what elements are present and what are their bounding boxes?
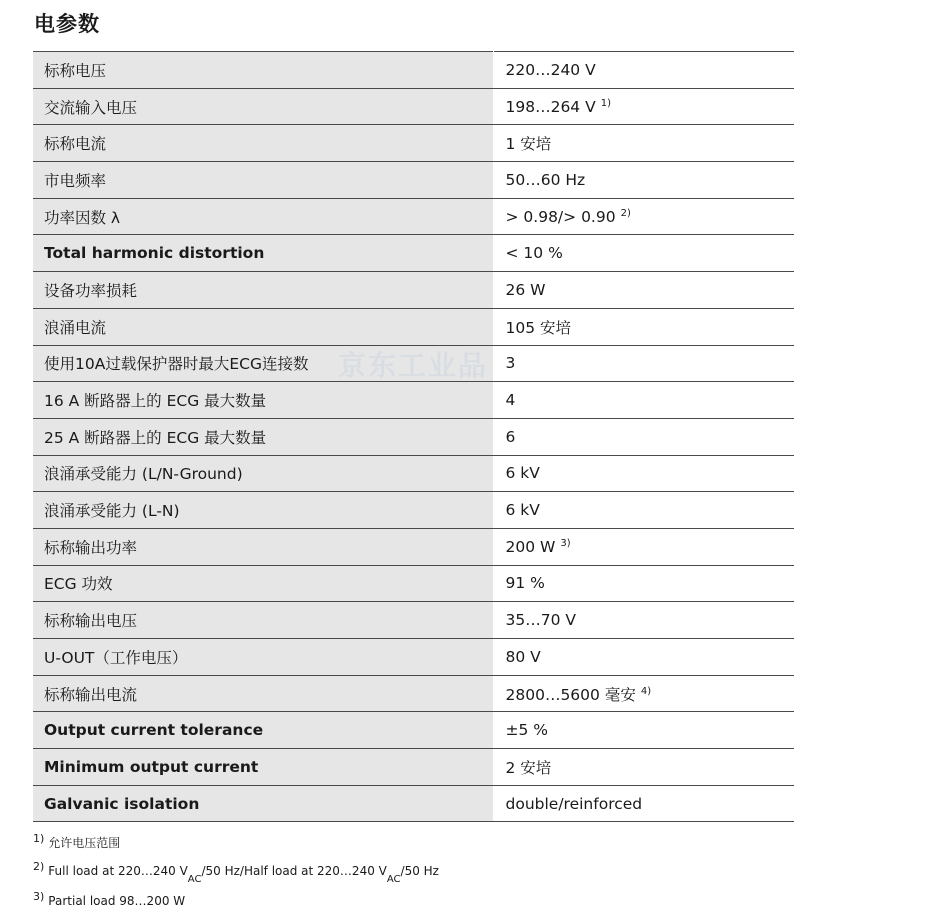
param-label: Minimum output current [33,749,493,786]
param-value: 1 安培 [493,125,794,162]
table-row [33,528,794,565]
param-label: 功率因数 λ [33,198,493,235]
param-value: 220…240 V [493,52,794,89]
footnote-number: 2) [33,860,45,873]
param-label: ECG 功效 [33,565,493,602]
param-value: ±5 % [493,712,794,749]
table-row [33,308,794,345]
footnote-text: Full load at 220…240 V [48,864,188,878]
table-row [33,125,794,162]
param-label: 标称输出电流 [33,675,493,712]
table-row [33,565,794,602]
footnote-2 [33,860,913,894]
param-label: 16 A 断路器上的 ECG 最大数量 [33,382,493,419]
param-value: double/reinforced [493,785,794,822]
footnote-text: /50 Hz/Half load at 220…240 V [201,864,387,878]
param-value: 3 [493,345,794,382]
table-row [33,712,794,749]
param-label: 浪涌电流 [33,308,493,345]
param-value: > 0.98/> 0.90 $^{2)}$ [493,198,794,235]
table-row [33,198,794,235]
watermark: 京东工业品 [338,349,489,382]
param-label: 设备功率损耗 [33,272,493,309]
param-label: 使用10A过载保护器时最大ECG连接数 [33,345,493,382]
footnote-ref: 3) [560,537,571,549]
param-label: Output current tolerance [33,712,493,749]
param-label: 浪涌承受能力 (L-N) [33,492,493,529]
param-value: 2800…5600 毫安 $^{4)}$ [493,675,794,712]
table-row [33,345,794,382]
param-value: 6 [493,418,794,455]
table-row [33,675,794,712]
table-row [33,162,794,199]
param-label: 标称输出电压 [33,602,493,639]
footnote-text: /50 Hz [400,864,439,878]
param-value: 6 kV [493,455,794,492]
table-row [33,418,794,455]
param-label: Galvanic isolation [33,785,493,822]
param-label: 浪涌承受能力 (L/N-Ground) [33,455,493,492]
param-value: 2 安培 [493,749,794,786]
table-row [33,749,794,786]
table-row [33,785,794,822]
footnote-text: Partial load 98…200 W [48,894,186,908]
param-label: 市电频率 [33,162,493,199]
table-row [33,235,794,272]
table-row [33,88,794,125]
subscript: AC [187,874,202,885]
param-value: 91 % [493,565,794,602]
param-value: 4 [493,382,794,419]
footnote-ref: 1) [600,97,611,109]
param-value: 26 W [493,272,794,309]
param-value: 6 kV [493,492,794,529]
subscript: AC [386,874,401,885]
param-label: 25 A 断路器上的 ECG 最大数量 [33,418,493,455]
param-label: U-OUT（工作电压） [33,639,493,676]
footnote-1 [33,834,913,864]
param-value: 105 安培 [493,308,794,345]
footnote-number: 3) [33,890,45,903]
table-row [33,639,794,676]
page-title: 电参数 [34,12,100,36]
footnote-text: 允许电压范围 [48,836,121,850]
param-value: < 10 % [493,235,794,272]
param-label: 交流输入电压 [33,88,493,125]
table-row [33,455,794,492]
param-label: 标称电压 [33,52,493,89]
table-row [33,492,794,529]
footnote-number: 1) [33,832,45,845]
param-value: 35…70 V [493,602,794,639]
param-label: 标称电流 [33,125,493,162]
footnotes [33,834,913,924]
param-value: 50…60 Hz [493,162,794,199]
param-label: Total harmonic distortion [33,235,493,272]
footnote-ref: 4) [640,685,652,697]
table-row [33,52,794,89]
param-label: 标称输出功率 [33,528,493,565]
table-row [33,602,794,639]
param-value: 198…264 V $^{1)}$ [493,88,794,125]
footnote-ref: 2) [620,207,631,219]
electrical-parameters-table [33,51,794,822]
param-value: 80 V [493,639,794,676]
param-value: 200 W $^{3)}$ [493,528,794,565]
table-row [33,382,794,419]
table-row [33,272,794,309]
footnote-3 [33,890,913,924]
